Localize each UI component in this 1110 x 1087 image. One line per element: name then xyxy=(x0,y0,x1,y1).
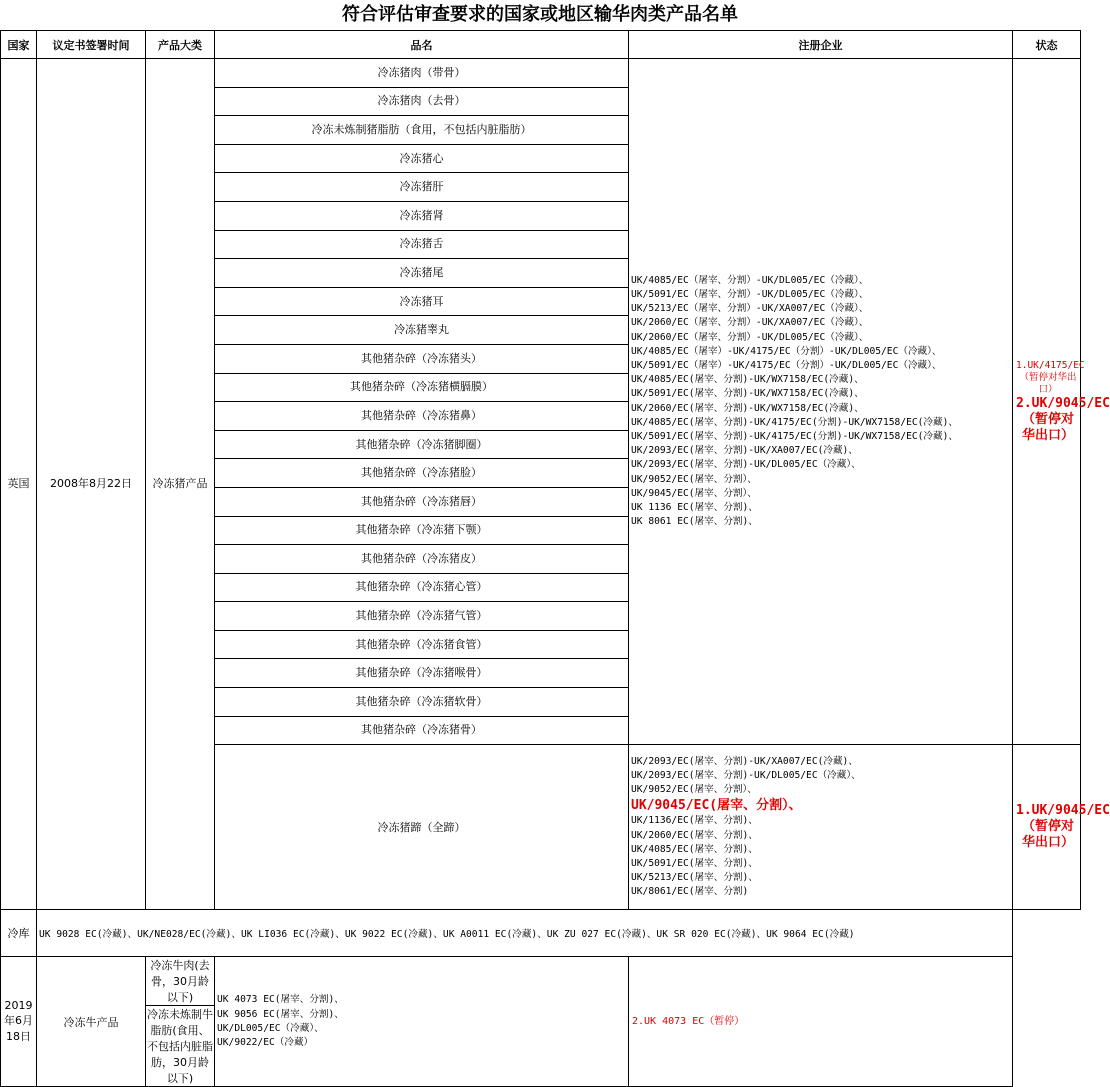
enterprise-line: UK 9056 EC(屠宰、分割)、 xyxy=(217,1008,344,1020)
product-name: 其他猪杂碎（冷冻猪鼻） xyxy=(215,402,629,431)
enterprise-line: UK 1136 EC(屠宰、分割)、 xyxy=(631,502,758,514)
enterprise-line: UK/5091/EC（屠宰）-UK/4175/EC（分割）-UK/DL005/EC（冷藏）、 xyxy=(631,360,942,372)
product-name: 冷冻猪肾 xyxy=(215,201,629,230)
beef-enterprises xyxy=(215,957,629,1087)
enterprise-line: UK/4085/EC(屠宰、分割)-UK/4175/EC(分割)-UK/WX7158/EC(冷藏)、 xyxy=(631,416,958,428)
product-name: 其他猪杂碎（冷冻猪气管） xyxy=(215,602,629,631)
status-text: 2.UK/9045/EC（暂停对华出口） xyxy=(1016,395,1110,443)
product-name: 其他猪杂碎（冷冻猪头） xyxy=(215,344,629,373)
header-status: 状态 xyxy=(1013,31,1081,59)
enterprise-line: UK/2093/EC(屠宰、分割)-UK/DL005/EC（冷藏）、 xyxy=(631,459,861,471)
product-name: 冷冻猪睾丸 xyxy=(215,316,629,345)
product-name: 其他猪杂碎（冷冻猪脚圈） xyxy=(215,430,629,459)
pork-enterprises xyxy=(629,59,1013,745)
beef-status: 2.UK 4073 EC（暂停） xyxy=(629,957,1013,1087)
pork-status xyxy=(1013,59,1110,745)
cold-storage-label: 冷库 xyxy=(1,910,37,957)
product-name: 其他猪杂碎（冷冻猪喉骨） xyxy=(215,659,629,688)
enterprise-line: UK/4085/EC（屠宰、分割）-UK/DL005/EC（冷藏）、 xyxy=(631,274,869,286)
product-name: 冷冻猪蹄（全蹄） xyxy=(215,745,629,910)
enterprise-line: UK/5213/EC（屠宰、分割）-UK/XA007/EC（冷藏）、 xyxy=(631,303,869,315)
enterprise-line: UK/2093/EC(屠宰、分割)-UK/DL005/EC（冷藏）、 xyxy=(631,770,861,782)
enterprise-line: UK/4085/EC(屠宰、分割)-UK/WX7158/EC(冷藏)、 xyxy=(631,374,864,386)
beef-date: 2019年6月18日 xyxy=(1,957,37,1087)
product-name: 其他猪杂碎（冷冻猪下颚） xyxy=(215,516,629,545)
enterprise-line: UK 4073 EC(屠宰、分割)、 xyxy=(217,994,344,1006)
product-name: 其他猪杂碎（冷冻猪心管） xyxy=(215,573,629,602)
enterprise-line: UK/8061/EC(屠宰、分割) xyxy=(631,886,749,898)
enterprise-line: UK/9052/EC(屠宰、分割）、 xyxy=(631,784,757,796)
enterprise-line: UK/5091/EC(屠宰、分割)-UK/4175/EC(分割)-UK/WX7158/EC(冷藏)、 xyxy=(631,431,958,443)
enterprise-line: UK 8061 EC(屠宰、分割)、 xyxy=(631,516,758,528)
enterprise-line: UK/9045/EC(屠宰、分割）、 xyxy=(631,487,757,499)
enterprise-line: UK/4085/EC（屠宰）-UK/4175/EC（分割）-UK/DL005/EC（冷藏）、 xyxy=(631,345,942,357)
beef-category: 冷冻牛产品 xyxy=(37,957,146,1087)
header-country: 国家 xyxy=(1,31,37,59)
product-name: 其他猪杂碎（冷冻猪横膈膜） xyxy=(215,373,629,402)
enterprise-line: UK/5091/EC(屠宰、分割)-UK/WX7158/EC(冷藏)、 xyxy=(631,388,864,400)
header-enterprise: 注册企业 xyxy=(629,31,1013,59)
trotter-status xyxy=(1013,745,1110,910)
enterprise-line: UK/9022/EC（冷藏） xyxy=(217,1036,314,1048)
product-name: 其他猪杂碎（冷冻猪唇） xyxy=(215,487,629,516)
product-name: 冷冻猪舌 xyxy=(215,230,629,259)
status-text: 1.UK/9045/EC（暂停对华出口） xyxy=(1016,803,1110,851)
product-name: 冷冻未炼制猪脂肪（食用，不包括内脏脂肪） xyxy=(215,116,629,145)
product-name: 冷冻猪尾 xyxy=(215,259,629,288)
beef-product: 冷冻牛肉(去骨，30月龄以下) xyxy=(146,957,215,1006)
enterprise-line: UK/2093/EC(屠宰、分割)-UK/XA007/EC(冷藏)、 xyxy=(631,755,858,767)
enterprise-line: UK/DL005/EC（冷藏）、 xyxy=(217,1022,324,1034)
product-name: 冷冻猪心 xyxy=(215,144,629,173)
enterprise-line: UK/2060/EC（屠宰、分割）-UK/XA007/EC（冷藏）、 xyxy=(631,317,869,329)
product-name: 其他猪杂碎（冷冻猪脸） xyxy=(215,459,629,488)
status-text: 1.UK/4175/EC（暂停对华出口） xyxy=(1016,359,1085,395)
header-product: 品名 xyxy=(215,31,629,59)
cold-storage-row xyxy=(1,910,1081,957)
enterprise-line: UK/2093/EC(屠宰、分割)-UK/XA007/EC(冷藏)、 xyxy=(631,445,858,457)
beef-row-1 xyxy=(1,957,1081,1006)
header-category: 产品大类 xyxy=(146,31,215,59)
enterprise-line: UK/1136/EC(屠宰、分割)、 xyxy=(631,815,758,827)
enterprise-line: UK/5213/EC(屠宰、分割)、 xyxy=(631,872,758,884)
product-name: 冷冻猪肉（去骨） xyxy=(215,87,629,116)
enterprise-line: UK/2060/EC（屠宰、分割）-UK/DL005/EC（冷藏）、 xyxy=(631,331,869,343)
enterprise-line: UK/5091/EC（屠宰、分割）-UK/DL005/EC（冷藏）、 xyxy=(631,289,869,300)
product-table xyxy=(0,30,1110,1087)
enterprise-line: UK/4085/EC(屠宰、分割)、 xyxy=(631,843,758,855)
header-date: 议定书签署时间 xyxy=(37,31,146,59)
enterprise-line: UK/9052/EC(屠宰、分割）、 xyxy=(631,473,757,485)
enterprise-line: UK/2060/EC(屠宰、分割)、 xyxy=(631,829,758,841)
enterprise-line: UK/2060/EC(屠宰、分割)-UK/WX7158/EC(冷藏)、 xyxy=(631,402,864,414)
pork-category: 冷冻猪产品 xyxy=(146,59,215,910)
product-name: 其他猪杂碎（冷冻猪食管） xyxy=(215,630,629,659)
product-name: 冷冻猪肝 xyxy=(215,173,629,202)
cold-storage-enterprises: UK 9028 EC(冷藏)、UK/NE028/EC(冷藏)、UK LI036 EC(冷藏)、UK 9022 EC(冷藏)、UK A0011 EC(冷藏)、UK ZU 027 EC(冷藏)、UK SR 020 EC(冷藏)、UK 9064 EC(冷藏) xyxy=(37,910,1013,957)
table-row xyxy=(1,59,1081,88)
trotter-enterprises xyxy=(629,745,1013,910)
product-name: 其他猪杂碎（冷冻猪软骨） xyxy=(215,688,629,717)
page-title: 符合评估审查要求的国家或地区输华肉类产品名单 xyxy=(342,4,738,25)
product-name: 其他猪杂碎（冷冻猪骨） xyxy=(215,716,629,745)
product-name: 冷冻猪耳 xyxy=(215,287,629,316)
beef-product: 冷冻未炼制牛脂肪(食用、不包括内脏脂肪，30月龄以下) xyxy=(146,1006,215,1087)
enterprise-line-highlight: UK/9045/EC(屠宰、分割）、 xyxy=(631,798,802,814)
enterprise-line: UK/5091/EC(屠宰、分割)、 xyxy=(631,858,758,870)
product-name: 其他猪杂碎（冷冻猪皮） xyxy=(215,545,629,574)
header-row xyxy=(1,31,1081,59)
country-cell: 英国 xyxy=(1,59,37,910)
pork-date: 2008年8月22日 xyxy=(37,59,146,910)
product-name: 冷冻猪肉（带骨） xyxy=(215,59,629,88)
